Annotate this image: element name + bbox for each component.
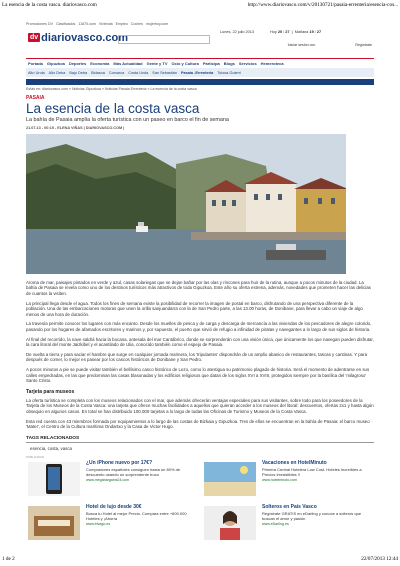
ad-url[interactable]: www.trivago.es xyxy=(86,521,111,526)
article-subhead: Tarjeta para museos xyxy=(26,388,75,395)
logo-text: diariovasco.com xyxy=(41,32,128,44)
ad-title[interactable]: ¿Un iPhone nuevo por 17€? xyxy=(86,459,153,466)
ad-desc: Regístrate GRATIS en eDarling y conoce a solteros que buscan el amor y pasión xyxy=(262,510,362,521)
nav-item[interactable]: Servicios xyxy=(238,61,257,66)
print-footer xyxy=(0,554,400,566)
ad-title[interactable]: Vacaciones en HotelMinuto xyxy=(262,459,327,466)
weather-today-max: 27 xyxy=(285,30,290,34)
ad-url[interactable]: www.megabargains24.com xyxy=(86,477,130,482)
ad-desc: Busca tu Hotel al mejor Precio. Compara entre +600.000 Hoteles y ¡Ahorra xyxy=(86,510,187,521)
harbor-photo xyxy=(26,134,346,274)
article-title: La esencia de la costa vasca xyxy=(26,101,200,116)
nav-item[interactable]: Blogs xyxy=(223,61,235,66)
top-link[interactable]: Promociones DV xyxy=(26,22,53,26)
account-links xyxy=(288,43,372,47)
print-header-url: http://www.diariovasco.com/v/20130721/pasaia-errenteria/esencia-cos... xyxy=(247,2,398,8)
ad-title[interactable]: Hotel de lujo desde 30€ xyxy=(86,503,142,510)
top-link[interactable]: 11870.com xyxy=(78,22,96,26)
article-photo xyxy=(26,134,346,274)
article-paragraph: Esta red cuenta con 43 miembros formada por equipamientos a lo largo de las costas de Bizkaia y Gipuzkoa. Tres de ellos se encuentran en la bahía de Pasaia: el barco museo 'Mater', el Centro de la Cultura marítima Ondartxo y la Casa de Victor Hugo. xyxy=(26,418,370,430)
top-link[interactable]: Empleo xyxy=(115,22,128,26)
weather-today-label: Hoy xyxy=(270,30,277,34)
nav-item[interactable]: Hemeroteca xyxy=(260,61,284,66)
ad-image-phone xyxy=(28,462,80,496)
ad-image-person xyxy=(204,506,256,540)
search-input[interactable] xyxy=(118,35,210,44)
ad-image-hotel xyxy=(28,506,80,540)
related-tags xyxy=(26,436,374,451)
nav-item[interactable]: Gipuzkoa xyxy=(46,61,65,66)
ad-item[interactable] xyxy=(26,460,194,498)
weather-tomorrow-label: Mañana xyxy=(294,30,309,34)
weather-tomorrow-min: 19 xyxy=(309,30,314,34)
print-page-number: 1 de 2 xyxy=(2,556,15,562)
article-paragraph: A pocos minutos a pie se puede visitar también el bellísimo casco histórico de Lezo, como lo atestigua su patrimonio plagado de historia. Será el momento de adentrarse en sus calles empedradas, en las que predominan las casas blasonadas y los edificios religiosos que datan de los siglos XVI a XVIII, protegidos siempre por la basílica del 'milagroso' Santo Cristo. xyxy=(26,367,370,384)
current-date: Lunes, 22 julio 2013 xyxy=(220,30,254,34)
ads-label: PUBLICIDAD xyxy=(26,454,45,459)
register-link[interactable]: Regístrate xyxy=(355,43,372,47)
weather-widget: Hoy 20 / 27 | Mañana 19 / 27 xyxy=(270,30,322,34)
ad-image-beach xyxy=(204,462,256,496)
subnav-item[interactable]: Tolosa-Goierri xyxy=(217,70,241,75)
nav-item[interactable]: Gente y TV xyxy=(146,61,168,66)
article-paragraph: Aroma de mar, paisajes pintados en verde y azul, casas solariegas que se dejan bañar por las olas y rincones para huir de la rutina, aunque a pocos minutos de la ciudad. La bahía de Pasaia se revela como uno de los destinos turísticos más atractivos de toda Gipuzkoa. Este año su oferta estrena, además, novedades que prometen hacer las delicias de cuantos la visiten. xyxy=(26,280,371,296)
site-logo[interactable] xyxy=(28,32,128,44)
tags-list[interactable]: esencia, costa, vasca xyxy=(30,445,72,451)
top-link[interactable]: Vivienda xyxy=(98,22,113,26)
subnav-item[interactable]: Bidasoa xyxy=(91,70,105,75)
masthead xyxy=(26,30,374,50)
weather-tomorrow-max: 27 xyxy=(316,30,322,34)
article-subtitle: La bahía de Pasaia amplía la oferta turística con un paseo en barco el fin de semana xyxy=(26,117,229,123)
sub-nav xyxy=(26,68,374,77)
ad-url[interactable]: www.eDarling.es xyxy=(262,521,289,526)
subnav-item[interactable]: Costa Urola xyxy=(128,70,149,75)
print-header xyxy=(0,0,400,12)
nav-item[interactable]: Ocio y Cultura xyxy=(171,61,199,66)
article-paragraph: La oferta turística se completa con los museos relacionados con el mar, que además ofrecerán ventajas especiales para sus visitantes, sobre todo para los poseedores de la Tarjeta de los Museos de la Costa Vasca: una tarjeta que ofrece muchas facilidades a aquellos que quieran acceder a los museos del litoral: descuentos, ofertas 2x1 y hasta algún obsequio en algunos casos. En total se han distribuido 100.000 tarjetas a lo largo de todas las Oficinas de Turismo y Museos de la Costa Vasca. xyxy=(26,398,374,414)
article-paragraph: La principal llega desde el agua. Todos los fines de semana existe la posibilidad de recorrer la imagen de postal en barco, disfrutando de una perspectiva diferente de la población. Una de las embarcaciones motoras que unen la orilla sanjuandarra con la de San Pedro parte, a las 13.00 horas, de Donibane, para llevar a cabo un viaje de algo menos de una hora de duración. xyxy=(26,300,363,317)
subnav-item[interactable]: Alto Urola xyxy=(28,70,45,75)
article-section[interactable]: PASAIA xyxy=(26,95,45,101)
logo-badge: dv xyxy=(30,34,39,41)
ad-desc: Primera Central Hotelera Low Cost. Hoteles Increíbles a Precios Irresistibles !! xyxy=(262,466,362,477)
main-nav xyxy=(26,58,374,68)
top-link[interactable]: Clasificados xyxy=(55,22,76,26)
nav-item[interactable]: Más Actualidad xyxy=(113,61,143,66)
weather-today-min: 20 xyxy=(277,30,283,34)
login-link[interactable]: Iniciar sesión con xyxy=(287,43,316,47)
nav-item[interactable]: Participa xyxy=(202,61,220,66)
subnav-item-active[interactable]: Pasaia -Errenteria xyxy=(180,70,214,75)
ad-desc: Compradores españoles consiguen hasta un 80% de descuento usando un sorprendente truco xyxy=(86,466,181,477)
nav-item[interactable]: Portada xyxy=(28,61,43,66)
ads-block xyxy=(26,460,374,544)
subnav-item[interactable]: Bajo Deba xyxy=(69,70,88,75)
top-links-bar xyxy=(26,18,374,30)
breadcrumb-bar xyxy=(26,79,374,85)
print-timestamp: 22/07/2013 12:44 xyxy=(361,556,398,562)
ad-title[interactable]: Solteros en País Vasco xyxy=(262,503,317,510)
article-paragraph: De vuelta a tierra y para saciar el hambre que surge en cualquier jornada marinera, los 'tripulantes' dispondrán de un amplio abanico de restaurantes, tascas y cantinas. Y para después de comer, lo mejor es pasear por los cascos históricos de Donibane y San Pedro. xyxy=(26,352,368,363)
subnav-item[interactable]: Comarca xyxy=(108,70,125,75)
ad-item[interactable] xyxy=(202,460,370,498)
article-byline: 21.07.13 - 00:15 - ELENA VIÑAS | DIARIOVASCO.COM | xyxy=(26,126,125,130)
ad-url[interactable]: www.hotelminuto.com xyxy=(262,477,297,482)
nav-item[interactable]: Economía xyxy=(90,61,110,66)
page xyxy=(26,14,374,544)
article-paragraph: La travesía permite conocer los lugares con más encanto. Desde los muelles de pesca y de carga y descarga de mercancía a las viviendas de los pescadores de alegre colorido, pasando por los hogares de afamados escritores y marinos y, por supuesto, el puerto que sirvió de refugio a infinidad de piratas y navegantes a lo largo de sus siglos de historia. xyxy=(26,321,372,332)
breadcrumb: Estás en: diariovasco.com » Noticias Gipuzkoa » Noticias Pasaia Errenteria » La esencia de la costa vasca xyxy=(26,87,197,91)
ad-item[interactable] xyxy=(26,504,194,542)
top-link[interactable]: Coches xyxy=(130,22,143,26)
print-header-title: La esencia de la costa vasca. diariovasco.com xyxy=(2,2,97,8)
article-body xyxy=(26,280,374,430)
ad-item[interactable] xyxy=(202,504,370,542)
nav-item[interactable]: Deportes xyxy=(68,61,87,66)
subnav-item[interactable]: Alto Deba xyxy=(48,70,66,75)
article-paragraph: Al final del recorrido, la nave saldrá hacia la bocana, antesala del mar Cantábrico, donde se sorprenderán con una visión única, que únicamente los que navegan pueden disfrutar, la cara litoral del monte Jaizkibel y el acantilado de Ulia, conocido también como el espejo de Pasaia. xyxy=(26,336,374,348)
tags-header: TAGS RELACIONADOS xyxy=(26,436,374,443)
top-link[interactable]: mujerhoy.com xyxy=(145,22,169,26)
subnav-item[interactable]: San Sebastián xyxy=(152,70,177,75)
